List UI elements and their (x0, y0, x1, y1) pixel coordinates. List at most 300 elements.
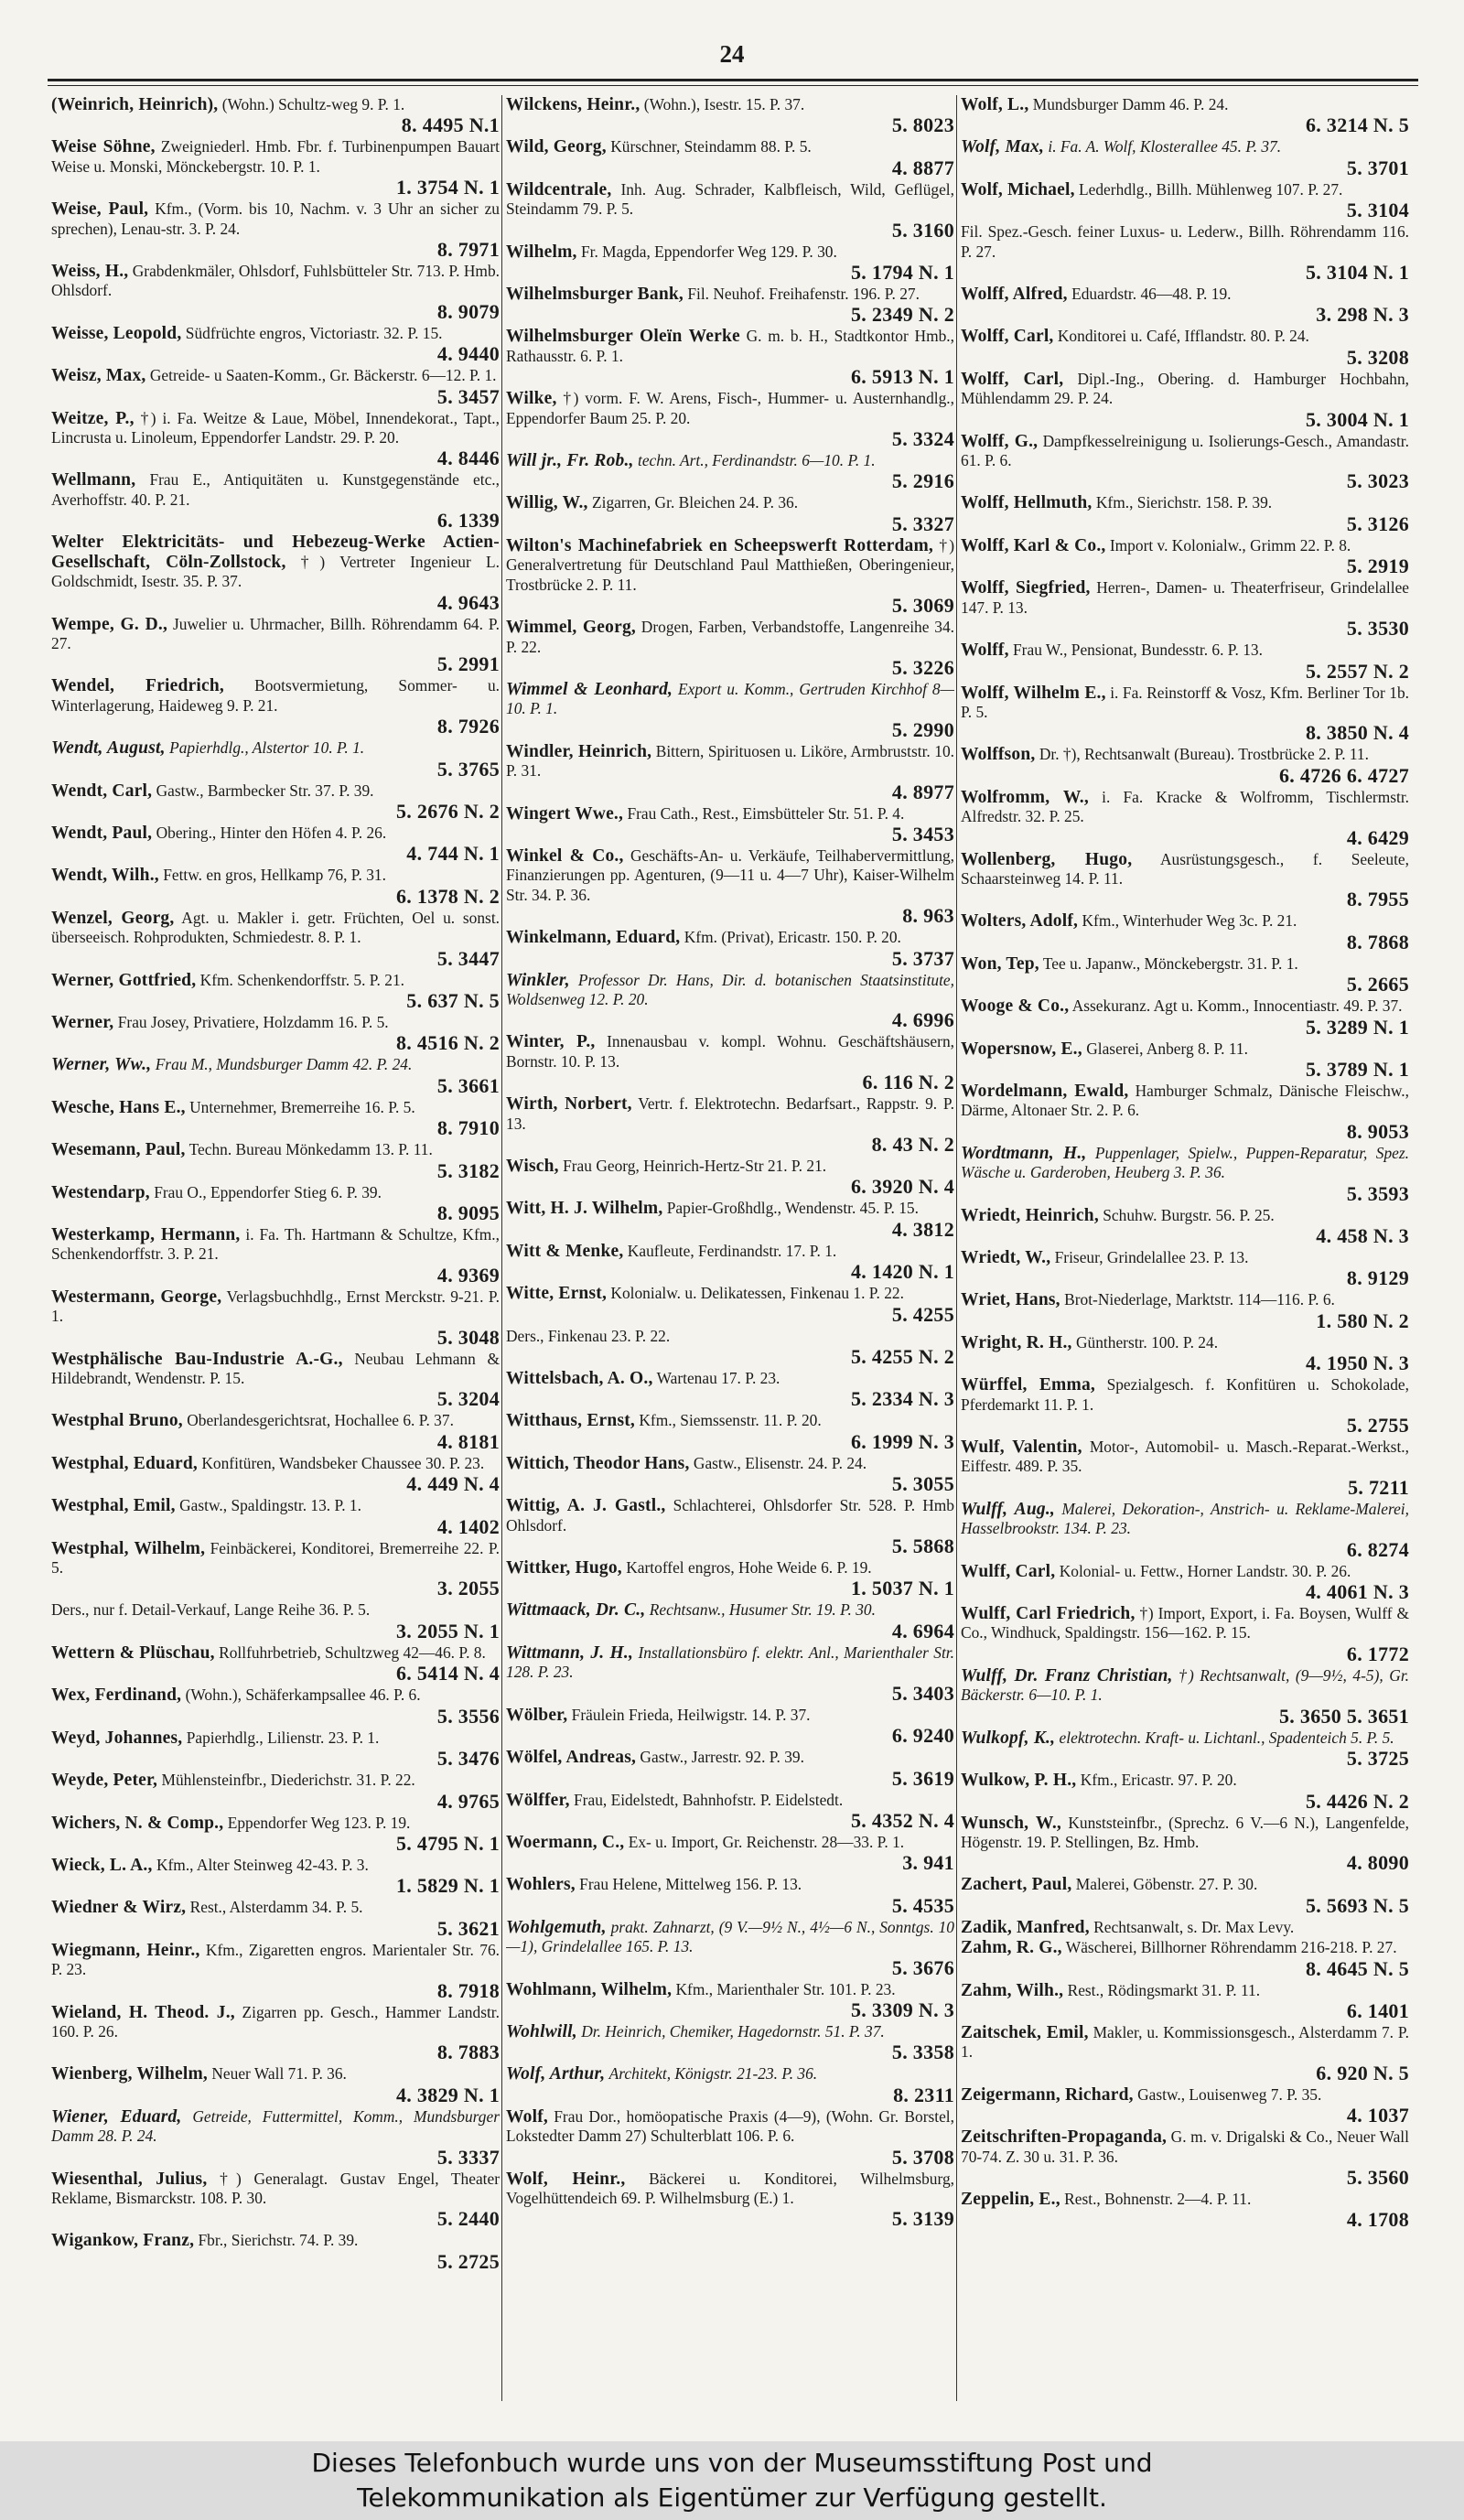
entry-phone-number: 5. 2349 N. 2 (851, 303, 954, 327)
entry-phone-number: 5. 3737 (891, 946, 954, 970)
entry-details: Getreide- u Saaten-Komm., Gr. Bäckerstr. 6—12. P. 1. (149, 366, 497, 385)
entry-phone-number: 5. 3358 (891, 2041, 954, 2064)
entry-name: Wingert Wwe., (506, 803, 624, 824)
entry-details: Spezialgesch. f. Konfitüren u. Schokolade, Pferdemarkt 11. P. 1. (961, 1375, 1409, 1414)
entry-phone-number: 5. 4255 (891, 1302, 954, 1326)
entry-details: Fettw. en gros, Hellkamp 76, P. 31. (163, 866, 386, 885)
entry-details: Wartenau 17. P. 23. (656, 1369, 780, 1388)
directory-entry (506, 1327, 954, 1368)
directory-entry (506, 1833, 954, 1874)
directory-entry (961, 1039, 1409, 1081)
entry-phone-number: 5. 2919 (1346, 555, 1409, 578)
entry-name: Witt, H. J. Wilhelm, (506, 1199, 663, 1219)
entry-name: Westermann, George, (51, 1287, 222, 1307)
entry-phone-number: 5. 4795 N. 1 (396, 1831, 500, 1855)
directory-entry (506, 971, 954, 1032)
entry-name: Wittig, A. J. Gastl., (506, 1496, 666, 1516)
entry-name: Wisch, (506, 1157, 559, 1176)
entry-details: Zigarren pp. Gesch., Hammer Landstr. 160. P. 26. (51, 2002, 500, 2041)
directory-column-2 (506, 95, 954, 2430)
entry-details: Herren-, Damen- u. Theaterfriseur, Grindelallee 147. P. 13. (961, 578, 1409, 617)
entry-name: Weiss, H., (51, 262, 129, 282)
entry-name: Won, Tep, (961, 953, 1039, 974)
entry-details: Agt. u. Makler i. getr. Früchten, Oel u. sonst. überseeisch. Rohprodukten, Schmiedestr. 8. P. 1. (51, 908, 500, 947)
directory-entry (506, 846, 954, 927)
entry-name: Winkler, (506, 970, 570, 990)
header-rule-thick (48, 79, 1418, 81)
entry-phone-number: 8. 3850 N. 4 (1306, 721, 1409, 745)
entry-details: i. Fa. Th. Hartmann & Schultze, Kfm., Schenkendorffstr. 3. P. 21. (51, 1225, 500, 1264)
entry-details: Kolonial- u. Fettw., Horner Landstr. 30. P. 26. (1059, 1561, 1351, 1580)
entry-details: Kfm., Alter Steinweg 42-43. P. 3. (156, 1855, 369, 1874)
entry-name: Wulff, Aug., (961, 1499, 1055, 1519)
entry-phone-number: 1. 580 N. 2 (1316, 1308, 1409, 1332)
entry-details: Fil. Spez.-Gesch. feiner Luxus- u. Lederw., Billh. Röhrendamm 116. P. 27. (961, 222, 1409, 261)
entry-name: Würffel, Emma, (961, 1375, 1095, 1395)
directory-entry (506, 1643, 954, 1705)
entry-details: †) Generalagt. Gustav Engel, Theater Reklame, Bismarckstr. 108. P. 30. (51, 2169, 500, 2207)
entry-phone-number: 5. 3324 (891, 427, 954, 451)
entry-name: Wendt, Carl, (51, 781, 153, 801)
entry-name: Wimmel, Georg, (506, 618, 636, 638)
entry-phone-number: 5. 2557 N. 2 (1306, 659, 1409, 683)
directory-entry (51, 1287, 500, 1349)
directory-entry (961, 1562, 1409, 1603)
entry-phone-number: 8. 7971 (436, 238, 500, 262)
entry-details: Papierhdlg., Lilienstr. 23. P. 1. (186, 1728, 380, 1747)
entry-details: Rest., Alsterdamm 34. P. 5. (189, 1898, 363, 1917)
directory-column-1 (51, 95, 500, 2430)
entry-details: Bäckerei u. Konditorei, Wilhelmsburg, Vogelhüttendeich 69. P. Wilhelmsburg (E.) 1. (506, 2169, 954, 2207)
entry-phone-number: 6. 3214 N. 5 (1306, 113, 1409, 137)
header-rule-thin (48, 85, 1418, 86)
entry-name: Westendarp, (51, 1182, 150, 1202)
ownership-notice-line-2: Telekommunikation als Eigentümer zur Verfügung gestellt. (357, 2482, 1107, 2513)
entry-phone-number: 8. 7918 (436, 1978, 500, 2002)
entry-phone-number: 4. 458 N. 3 (1316, 1224, 1409, 1247)
directory-entry (961, 1206, 1409, 1247)
entry-name: Witte, Ernst, (506, 1284, 608, 1304)
entry-details: Fil. Neuhof. Freihafenstr. 196. P. 27. (687, 285, 920, 304)
entry-details: Puppenlager, Spielw., Puppen-Reparatur, Spez. Wäsche u. Garderoben, Heuberg 3. P. 36. (961, 1143, 1409, 1182)
entry-name: Wilhelmsburger Oleïn Werke (506, 327, 740, 347)
directory-entry (961, 2085, 1409, 2127)
entry-name: Wolff, Karl & Co., (961, 535, 1106, 555)
entry-details: Konfitüren, Wandsbeker Chaussee 30. P. 23. (201, 1453, 485, 1472)
directory-entry (506, 1157, 954, 1198)
directory-entry (51, 1055, 500, 1096)
directory-entry (961, 911, 1409, 953)
entry-name: Will jr., Fr. Rob., (506, 451, 634, 471)
entry-name: Wex, Ferdinand, (51, 1685, 182, 1706)
directory-entry (51, 1183, 500, 1224)
entry-name: Zadik, Manfred, (961, 1917, 1090, 1937)
entry-phone-number: 5. 3160 (891, 218, 954, 242)
entry-name: Wulff, Dr. Franz Christian, (961, 1665, 1173, 1685)
entry-details: G. m. v. Drigalski & Co., Neuer Wall 70-74. Z. 30 u. 31. P. 36. (961, 2127, 1409, 2166)
entry-details: Kfm. Schenkendorffstr. 5. P. 21. (199, 970, 404, 989)
directory-entry (961, 1728, 1409, 1770)
directory-entry (961, 788, 1409, 849)
entry-phone-number: 4. 1402 (436, 1514, 500, 1538)
entry-name: Wettern & Plüschau, (51, 1642, 215, 1663)
directory-entry (506, 536, 954, 617)
directory-entry (51, 1728, 500, 1770)
entry-details: Kfm., Marienthaler Str. 101. P. 23. (675, 1979, 896, 1998)
entry-details: Kürschner, Steindamm 88. P. 5. (610, 137, 812, 156)
entry-details: Papierhdlg., Alstertor 10. P. 1. (169, 738, 365, 758)
entry-details: Bittern, Spirituosen u. Liköre, Armbruststr. 10. P. 31. (506, 741, 954, 781)
entry-details: Export u. Komm., Gertruden Kirchhof 8—10. P. 1. (506, 679, 954, 718)
directory-entry (961, 641, 1409, 682)
entry-name: Wooge & Co., (961, 996, 1070, 1017)
directory-entry (51, 1685, 500, 1727)
directory-entry (506, 928, 954, 969)
entry-details: Kaufleute, Ferdinandstr. 17. P. 1. (627, 1241, 837, 1260)
entry-phone-number: 4. 9369 (436, 1263, 500, 1287)
entry-phone-number: 4. 9643 (436, 590, 500, 614)
entry-phone-number: 3. 2055 (436, 1577, 500, 1600)
entry-details: Kartoffel engros, Hohe Weide 6. P. 19. (626, 1558, 872, 1578)
entry-details: †) Rechtsanwalt, (9—9½, 4-5), Gr. Bäckerstr. 6—10. P. 1. (961, 1665, 1409, 1705)
directory-entry (506, 1558, 954, 1599)
entry-details: Mühlensteinfbr., Diederichstr. 31. P. 22. (161, 1771, 415, 1790)
entry-phone-number: 4. 6429 (1346, 825, 1409, 849)
entry-name: Wittelsbach, A. O., (506, 1369, 653, 1389)
entry-details: Kunststeinfbr., (Sprechz. 6 V.—6 N.), Langenfelde, Högenstr. 19. P. Stellingen, Bz. Hmb. (961, 1813, 1409, 1851)
entry-details: Dr. †), Rechtsanwalt (Bureau). Trostbrücke 2. P. 11. (1039, 745, 1369, 764)
entry-details: Gastw., Spaldingstr. 13. P. 1. (179, 1496, 361, 1515)
directory-entry (961, 2023, 1409, 2084)
directory-entry (506, 680, 954, 741)
entry-details: Juwelier u. Uhrmacher, Billh. Röhrendamm 64. P. 27. (51, 614, 500, 652)
entry-phone-number: 4. 8090 (1346, 1851, 1409, 1875)
directory-entry (51, 470, 500, 532)
directory-column-3 (961, 95, 1409, 2430)
entry-name: Westphälische Bau-Industrie A.-G., (51, 1349, 343, 1369)
entry-details: Dipl.-Ing., Obering. d. Hamburger Hochbahn, Mühlendamm 29. P. 24. (961, 369, 1409, 408)
directory-entry (506, 327, 954, 388)
directory-entry (506, 1496, 954, 1557)
entry-phone-number: 6. 1401 (1346, 1998, 1409, 2022)
entry-phone-number: 5. 2990 (891, 717, 954, 741)
entry-name: Wolff, G., (961, 431, 1039, 451)
entry-phone-number: 5. 4352 N. 4 (851, 1808, 954, 1832)
entry-details: Grabdenkmäler, Ohlsdorf, Fuhlsbütteler Str. 713. P. Hmb. Ohlsdorf. (51, 262, 500, 300)
directory-entry (51, 909, 500, 970)
entry-phone-number: 5. 3023 (1346, 469, 1409, 493)
entry-name: Wolffson, (961, 745, 1036, 765)
directory-entry (506, 180, 954, 242)
column-divider-2 (956, 95, 957, 2401)
entry-details: Rollfuhrbetrieb, Schultzweg 42—46. P. 8. (219, 1642, 486, 1662)
entry-details: Kfm. (Privat), Ericastr. 150. P. 20. (684, 928, 901, 947)
directory-entry (506, 242, 954, 284)
entry-phone-number: 5. 3309 N. 3 (851, 1998, 954, 2021)
entry-details: Frau W., Pensionat, Bundesstr. 6. P. 13. (1013, 641, 1263, 660)
entry-name: Zeitschriften-Propaganda, (961, 2127, 1168, 2148)
entry-phone-number: 6. 9240 (891, 1724, 954, 1748)
entry-details: (Wohn.) Schultz-weg 9. P. 1. (221, 95, 405, 113)
entry-name: Wienberg, Wilhelm, (51, 2064, 208, 2084)
entry-phone-number: 5. 4255 N. 2 (851, 1345, 954, 1369)
entry-name: Witthaus, Ernst, (506, 1411, 635, 1431)
entry-name: Witt & Menke, (506, 1241, 624, 1261)
entry-name: Wriet, Hans, (961, 1290, 1060, 1310)
entry-name: Wolf, Michael, (961, 179, 1075, 199)
entry-name: Wohlgemuth, (506, 1917, 607, 1937)
entry-name: Wriedt, Heinrich, (961, 1205, 1099, 1225)
entry-phone-number: 8. 9095 (436, 1201, 500, 1224)
entry-phone-number: 5. 1794 N. 1 (851, 261, 954, 285)
entry-details: Gastw., Louisenweg 7. P. 35. (1137, 2084, 1322, 2104)
entry-details: Oberlandesgerichtsrat, Hochallee 6. P. 37. (187, 1411, 454, 1430)
entry-phone-number: 8. 7955 (1346, 888, 1409, 911)
entry-phone-number: 8. 9079 (436, 299, 500, 323)
entry-name: Zachert, Paul, (961, 1875, 1072, 1895)
entry-phone-number: 5. 3556 (436, 1704, 500, 1728)
entry-name: Wulff, Carl, (961, 1561, 1056, 1581)
entry-details: †) Vertreter Ingenieur L. Goldschmidt, Isestr. 35. P. 37. (51, 552, 500, 591)
entry-name: Welter Elektricitäts- und Hebezeug-Werke Actien-Gesellschaft, Cöln-Zollstock, (51, 533, 500, 572)
ownership-notice-line-1: Dieses Telefonbuch wurde uns von der Museumsstiftung Post und (311, 2448, 1153, 2478)
entry-phone-number: 4. 6996 (891, 1008, 954, 1032)
directory-entry (961, 1771, 1409, 1812)
directory-entry (51, 366, 500, 407)
entry-details: Dampfkesselreinigung u. Isolierungs-Gesch., Amandastr. 61. P. 6. (961, 431, 1409, 470)
entry-name: Westphal, Eduard, (51, 1453, 198, 1473)
entry-phone-number: 6. 920 N. 5 (1316, 2061, 1409, 2084)
entry-details: Obering., Hinter den Höfen 4. P. 26. (156, 823, 387, 842)
entry-name: Wulf, Valentin, (961, 1438, 1082, 1458)
entry-details: Mundsburger Damm 46. P. 24. (1032, 95, 1229, 113)
entry-name: Winkel & Co., (506, 845, 624, 866)
entry-phone-number: 5. 3004 N. 1 (1306, 407, 1409, 431)
entry-details: Drogen, Farben, Verbandstoffe, Langenreihe 34. P. 22. (506, 618, 954, 656)
directory-entry (506, 1600, 954, 1642)
directory-entry (506, 1706, 954, 1747)
entry-name: Wendt, Paul, (51, 823, 153, 843)
directory-entry (51, 676, 500, 738)
directory-entry (51, 1350, 500, 1411)
column-divider-1 (501, 95, 502, 2401)
directory-entry (506, 742, 954, 803)
directory-entry (961, 1938, 1409, 1979)
directory-entry (506, 2170, 954, 2231)
entry-name: Wordelmann, Ewald, (961, 1081, 1129, 1101)
entry-details: Verlagsbuchhdlg., Ernst Merckstr. 9-21. P. 1. (51, 1287, 500, 1326)
entry-phone-number: 8. 4495 N.1 (401, 113, 500, 137)
directory-entry (506, 1875, 954, 1916)
entry-name: Wendel, Friedrich, (51, 676, 224, 696)
directory-entry (51, 1539, 500, 1600)
directory-entry (961, 578, 1409, 640)
entry-name: Weisse, Leopold, (51, 323, 182, 343)
entry-details: Ders., Finkenau 23. P. 22. (506, 1326, 671, 1345)
entry-name: Wolf, L., (961, 95, 1029, 114)
entry-phone-number: 5. 3126 (1346, 512, 1409, 535)
entry-phone-number: 5. 8023 (891, 113, 954, 137)
entry-phone-number: 8. 963 (902, 904, 954, 928)
entry-name: Wordtmann, H., (961, 1143, 1087, 1163)
entry-phone-number: 6. 1378 N. 2 (396, 884, 500, 908)
entry-name: Wempe, G. D., (51, 614, 168, 634)
directory-entry (506, 1094, 954, 1156)
entry-details: Friseur, Grindelallee 23. P. 13. (1054, 1248, 1249, 1266)
entry-phone-number: 5. 3069 (891, 594, 954, 618)
directory-entry (51, 1643, 500, 1685)
entry-name: Wiesenthal, Julius, (51, 2169, 208, 2189)
entry-name: Winter, P., (506, 1032, 596, 1052)
directory-entry (51, 1856, 500, 1897)
entry-details: Frau, Eidelstedt, Bahnhofstr. P. Eidelstedt. (574, 1790, 844, 1809)
entry-name: Weise Söhne, (51, 137, 156, 157)
directory-entry (961, 996, 1409, 1038)
entry-details: Güntherstr. 100. P. 24. (1075, 1332, 1219, 1352)
entry-phone-number: 5. 3055 (891, 1472, 954, 1496)
entry-phone-number: 6. 3920 N. 4 (851, 1175, 954, 1199)
entry-details: Gastw., Barmbecker Str. 37. P. 39. (156, 781, 374, 800)
entry-details: Architekt, Königstr. 21-23. P. 36. (608, 2064, 818, 2084)
entry-name: Westphal, Emil, (51, 1496, 176, 1516)
directory-entry (506, 1411, 954, 1452)
directory-entry (51, 1098, 500, 1139)
directory-entry (961, 2190, 1409, 2231)
directory-entry (506, 2064, 954, 2105)
entry-details: (Wohn.), Schäferkampsallee 46. P. 6. (185, 1685, 421, 1705)
entry-details: Malerei, Göbenstr. 27. P. 30. (1075, 1875, 1258, 1894)
directory-entry (51, 1898, 500, 1939)
entry-phone-number: 1. 5037 N. 1 (851, 1577, 954, 1600)
entry-phone-number: 8. 7868 (1346, 930, 1409, 953)
directory-entry (961, 1438, 1409, 1499)
directory-entry (51, 1225, 500, 1287)
entry-details: Installationsbüro f. elektr. Anl., Marienthaler Str. 128. P. 23. (506, 1642, 954, 1682)
directory-entry (51, 2107, 500, 2169)
entry-phone-number: 6. 5414 N. 4 (396, 1662, 500, 1685)
directory-entry (51, 533, 500, 613)
entry-details: Rest., Rödingsmarkt 31. P. 11. (1067, 1980, 1261, 1999)
entry-phone-number: 5. 2916 (891, 469, 954, 493)
entry-details: Feinbäckerei, Konditorei, Bremerreihe 22. P. 5. (51, 1538, 500, 1578)
directory-entry (506, 451, 954, 492)
entry-name: Wittmaack, Dr. C., (506, 1600, 646, 1621)
entry-phone-number: 5. 2725 (436, 2249, 500, 2273)
entry-details: Ausrüstungsgesch., f. Seeleute, Schaarsteinweg 14. P. 11. (961, 849, 1409, 888)
entry-details: Techn. Bureau Mönkedamm 13. P. 11. (188, 1140, 433, 1159)
entry-name: Weise, Paul, (51, 199, 149, 220)
entry-phone-number: 5. 3708 (891, 2145, 954, 2169)
entry-name: Winkelmann, Eduard, (506, 928, 681, 948)
directory-entry (506, 493, 954, 534)
entry-phone-number: 5. 3403 (891, 1681, 954, 1705)
entry-details: Frau O., Eppendorfer Stieg 6. P. 39. (154, 1182, 382, 1201)
entry-phone-number: 5. 5868 (891, 1535, 954, 1558)
entry-name: Wirth, Norbert, (506, 1094, 632, 1115)
entry-details: Inh. Aug. Schrader, Kalbfleisch, Wild, Geflügel, Steindamm 79. P. 5. (506, 179, 954, 219)
entry-name: Wriedt, W., (961, 1248, 1051, 1267)
entry-phone-number: 5. 3226 (891, 655, 954, 679)
entry-details: Gastw., Jarrestr. 92. P. 39. (640, 1748, 804, 1767)
entry-phone-number: 5. 5693 N. 5 (1306, 1893, 1409, 1917)
entry-name: Wolff, Carl, (961, 369, 1064, 389)
entry-name: Weisz, Max, (51, 366, 146, 386)
entry-details: Glaserei, Anberg 8. P. 11. (1086, 1039, 1248, 1058)
entry-phone-number: 4. 3829 N. 1 (396, 2083, 500, 2106)
directory-entry (961, 684, 1409, 745)
entry-name: Wigankow, Franz, (51, 2231, 195, 2251)
entry-phone-number: 5. 4535 (891, 1893, 954, 1917)
entry-details: Kfm., Siemssenstr. 11. P. 20. (639, 1411, 822, 1430)
directory-entry (961, 1144, 1409, 1205)
entry-details: Neuer Wall 71. P. 36. (211, 2064, 347, 2084)
entry-name: Wolf, Heinr., (506, 2169, 626, 2189)
directory-entry (51, 1600, 500, 1642)
entry-details: Kolonialw. u. Delikatessen, Finkenau 1. P. 22. (610, 1284, 904, 1303)
directory-entry (506, 2107, 954, 2169)
entry-details: Vertr. f. Elektrotechn. Bedarfsart., Rappstr. 9. P. 13. (506, 1094, 954, 1133)
directory-entry (961, 1333, 1409, 1374)
directory-entry (51, 781, 500, 823)
entry-details: Motor-, Automobil- u. Masch.-Reparat.-Werkst., Eiffestr. 489. P. 35. (961, 1438, 1409, 1476)
directory-entry (51, 137, 500, 199)
entry-details: Innenausbau v. kompl. Wohnu. Geschäftshäusern, Bornstr. 10. P. 13. (506, 1032, 954, 1071)
entry-details: Import v. Kolonialw., Grimm 22. P. 8. (1109, 535, 1351, 555)
entry-details: Zigarren, Gr. Bleichen 24. P. 36. (592, 493, 799, 512)
directory-entry (961, 432, 1409, 493)
directory-entry (506, 2022, 954, 2063)
entry-phone-number: 5. 3182 (436, 1158, 500, 1182)
directory-entry (51, 1013, 500, 1054)
entry-name: Wiedner & Wirz, (51, 1898, 187, 1918)
entry-phone-number: 4. 1708 (1346, 2208, 1409, 2232)
entry-phone-number: 5. 2665 (1346, 973, 1409, 996)
entry-name: Wilton's Machinefabriek en Scheepswerft Rotterdam, (506, 535, 933, 555)
entry-name: Wellmann, (51, 470, 136, 490)
entry-name: Wolff, (961, 641, 1009, 661)
directory-entry (51, 866, 500, 907)
entry-details: Assekuranz. Agt u. Komm., Innocentiastr. 49. P. 37. (1071, 996, 1403, 1016)
entry-details: Frau M., Mundsburger Damm 42. P. 24. (155, 1055, 413, 1074)
entry-details: Fräulein Frieda, Heilwigstr. 14. P. 37. (571, 1705, 811, 1724)
directory-entry (51, 2231, 500, 2272)
entry-name: Woermann, C., (506, 1832, 625, 1852)
entry-phone-number: 8. 43 N. 2 (871, 1133, 954, 1156)
entry-phone-number: 5. 3701 (1346, 156, 1409, 179)
entry-phone-number: 5. 3204 (436, 1387, 500, 1411)
directory-entry (506, 1454, 954, 1495)
entry-name: Wieland, H. Theod. J., (51, 2002, 235, 2022)
entry-name: Wittker, Hugo, (506, 1558, 622, 1578)
entry-phone-number: 5. 3457 (436, 384, 500, 408)
directory-entry (506, 1748, 954, 1789)
entry-name: Wohlmann, Wilhelm, (506, 1979, 673, 1999)
entry-details: Frau Cath., Rest., Eimsbütteler Str. 51. P. 4. (627, 803, 905, 823)
entry-phone-number: 8. 2311 (893, 2083, 954, 2106)
entry-name: Wenzel, Georg, (51, 908, 175, 928)
entry-details: Gastw., Elisenstr. 24. P. 24. (693, 1453, 867, 1472)
entry-details: i. Fa. Kracke & Wolfromm, Tischlermstr. Alfredstr. 32. P. 25. (961, 787, 1409, 826)
entry-phone-number: 4. 8181 (436, 1429, 500, 1453)
entry-phone-number: 6. 4726 6. 4727 (1279, 763, 1409, 787)
entry-phone-number: 5. 3530 (1346, 617, 1409, 641)
entry-phone-number: 4. 6964 (891, 1619, 954, 1642)
entry-phone-number: 5. 2440 (436, 2207, 500, 2231)
entry-phone-number: 5. 3104 N. 1 (1306, 261, 1409, 285)
entry-name: Wollenberg, Hugo, (961, 849, 1133, 869)
entry-phone-number: 6. 8274 (1346, 1537, 1409, 1561)
entry-name: Westerkamp, Hermann, (51, 1225, 241, 1244)
